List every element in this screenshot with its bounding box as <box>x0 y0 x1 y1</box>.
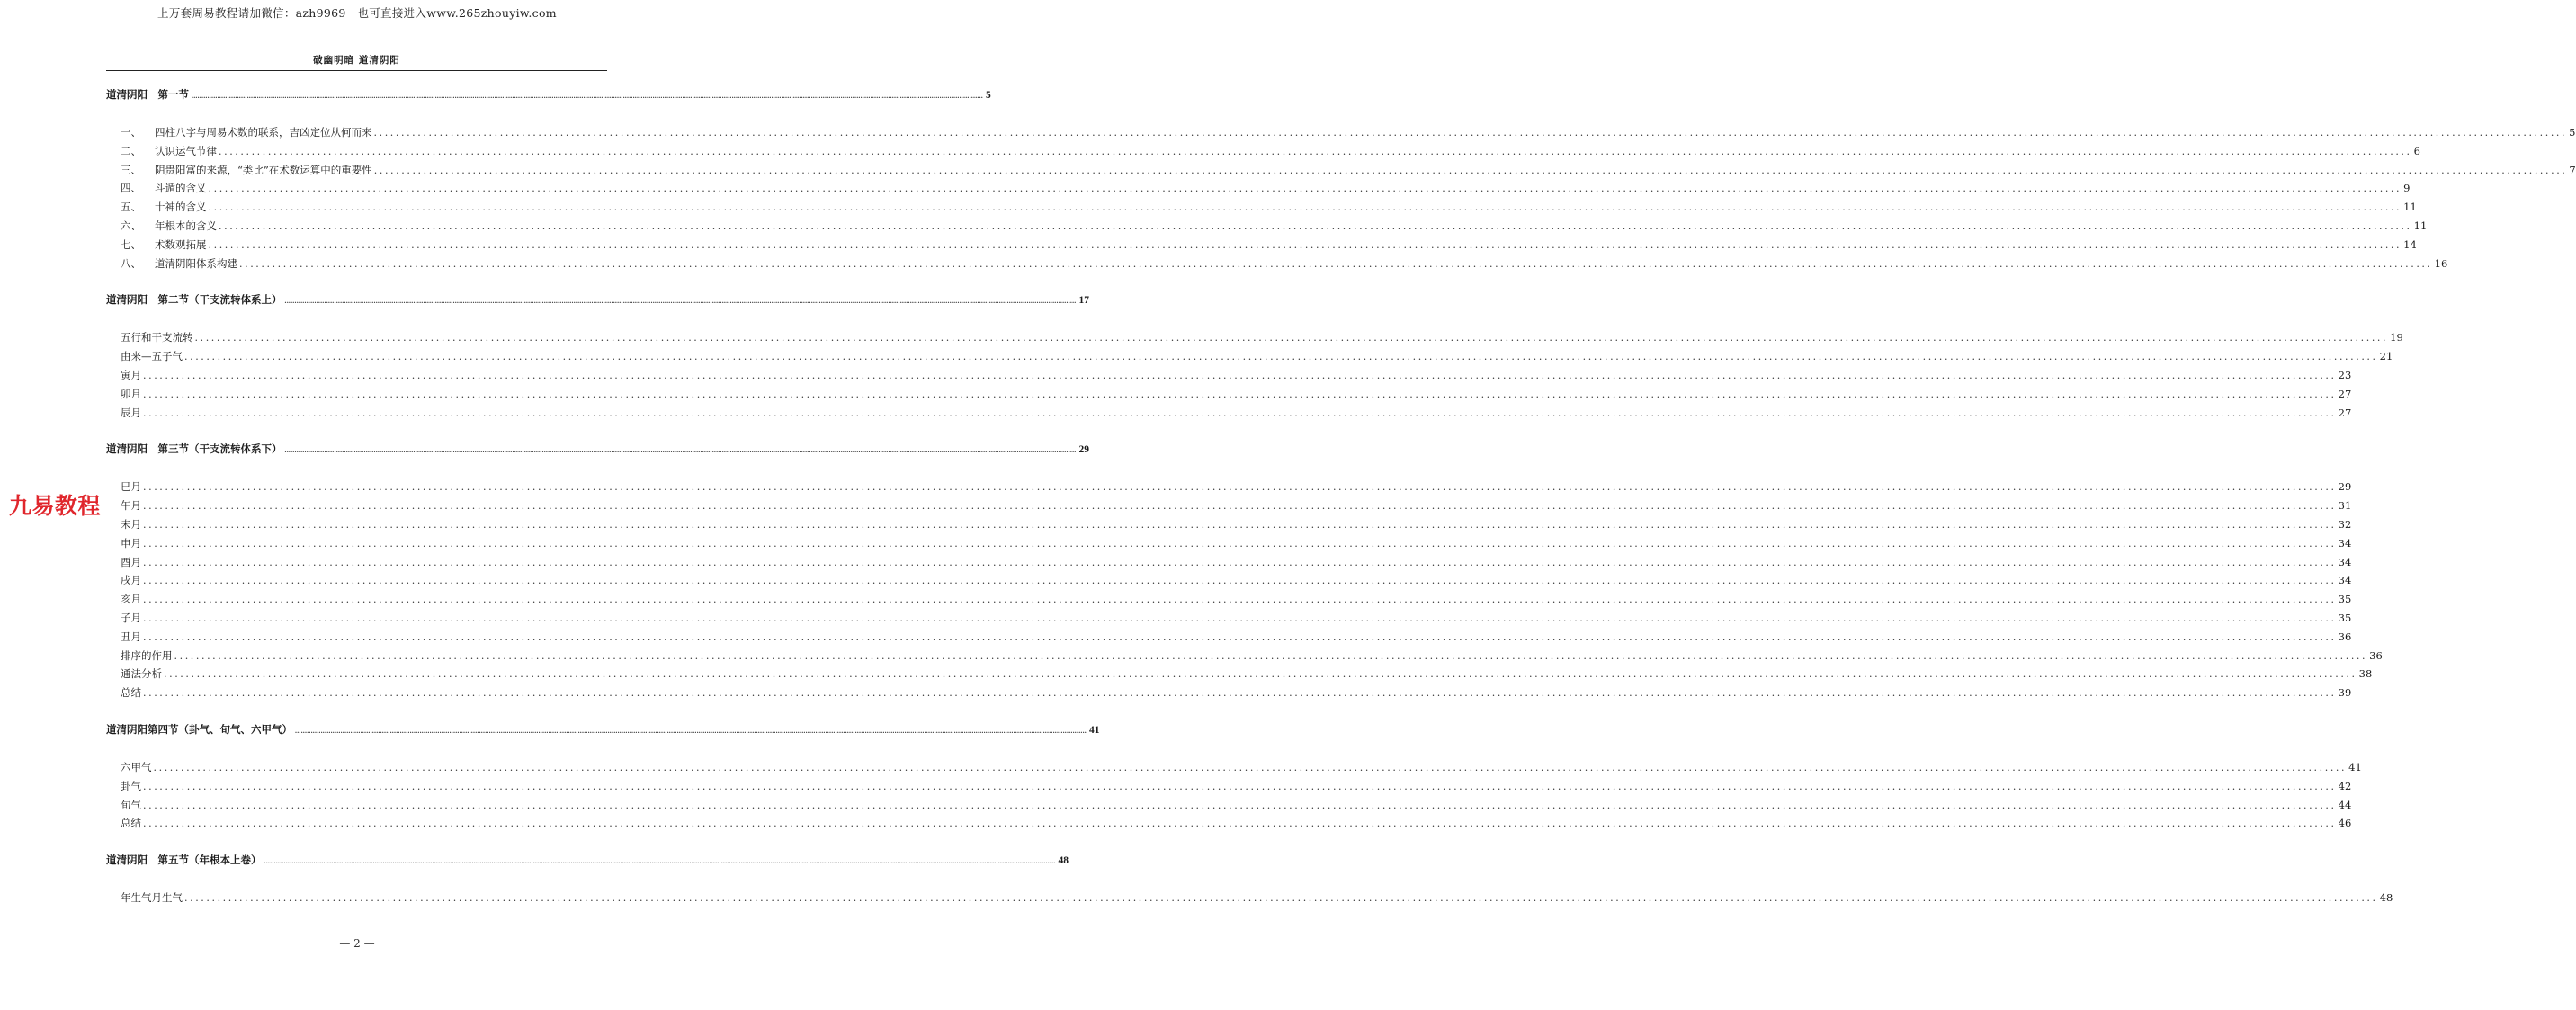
toc-item-page: 36 <box>2369 648 2383 662</box>
toc-leader-dots: ................................................................................................................................................................................................................................................................................................................................................................................................................ <box>284 297 1077 306</box>
toc-item-label: 由来—五子气 <box>121 350 183 363</box>
toc-item-page: 27 <box>2338 387 2352 400</box>
toc-item-label-wrap <box>121 163 372 177</box>
toc-item-label: 寅月 <box>121 368 141 381</box>
toc-item-label-wrap <box>121 349 183 363</box>
toc-item-label: 四柱八字与周易术数的联系，吉凶定位从何而来 <box>155 126 372 139</box>
toc-item-label: 巳月 <box>121 480 141 494</box>
toc-leader-dots: ................................................................................................................................................................................................................................................................................................................................................................................................................ <box>373 127 2568 139</box>
toc-leader-dots: ................................................................................................................................................................................................................................................................................................................................................................................................................ <box>143 780 2337 792</box>
toc-item-entry[interactable] <box>106 666 2373 685</box>
toc-item-label: 辰月 <box>121 406 141 419</box>
toc-leader-dots: ................................................................................................................................................................................................................................................................................................................................................................................................................ <box>219 219 2412 232</box>
toc-leader-dots: ................................................................................................................................................................................................................................................................................................................................................................................................................ <box>208 183 2402 195</box>
toc-leader-dots: ................................................................................................................................................................................................................................................................................................................................................................................................................ <box>143 630 2337 643</box>
running-head: 破幽明暗 道清阴阳 <box>313 55 400 66</box>
toc-item-label-wrap <box>121 798 141 812</box>
toc-item-label: 六甲气 <box>121 760 152 773</box>
toc-item-page: 48 <box>2379 891 2393 905</box>
toc-leader-dots: ................................................................................................................................................................................................................................................................................................................................................................................................................ <box>143 575 2337 587</box>
toc-item-label: 斗遁的含义 <box>155 182 207 195</box>
watermark-logo: 九易教程 <box>9 493 102 519</box>
toc-item-label: 旬气 <box>121 798 141 811</box>
toc-item-entry[interactable] <box>106 779 2352 798</box>
toc-item-page: 16 <box>2434 256 2448 270</box>
toc-section-title: 道清阴阳 第一节 <box>106 90 189 101</box>
toc-section-entry[interactable] <box>106 722 1100 742</box>
toc-leader-dots: ................................................................................................................................................................................................................................................................................................................................................................................................................ <box>143 556 2337 568</box>
toc-item-label-wrap <box>121 517 141 532</box>
toc-item-page: 41 <box>2348 760 2362 773</box>
toc-leader-dots: ................................................................................................................................................................................................................................................................................................................................................................................................................ <box>192 92 983 100</box>
toc-item-label-wrap <box>121 219 217 233</box>
toc-leader-dots: ................................................................................................................................................................................................................................................................................................................................................................................................................ <box>143 407 2337 419</box>
toc-item-page: 11 <box>2413 219 2428 232</box>
toc-item-label: 道清阴阳体系构建 <box>155 256 237 270</box>
toc-item-label: 十神的含义 <box>155 201 207 214</box>
toc-item-label: 丑月 <box>121 630 141 643</box>
toc-item-page: 14 <box>2403 237 2417 251</box>
toc-item-number: 八、 <box>121 256 141 270</box>
toc-item-entry[interactable] <box>106 125 2576 144</box>
toc-leader-dots: ................................................................................................................................................................................................................................................................................................................................................................................................................ <box>184 892 2378 905</box>
toc-item-label-wrap <box>121 592 141 606</box>
toc-item-label: 认识运气节律 <box>155 144 217 157</box>
toc-leader-dots: ................................................................................................................................................................................................................................................................................................................................................................................................................ <box>239 257 2433 270</box>
toc-item-label-wrap <box>121 200 207 214</box>
toc-item-page: 21 <box>2379 350 2393 363</box>
toc-item-label: 申月 <box>121 536 141 550</box>
toc-item-page: 34 <box>2338 574 2352 587</box>
toc-item-page: 32 <box>2338 517 2352 531</box>
toc-item-entry[interactable] <box>106 760 2362 779</box>
toc-item-label: 总结 <box>121 817 141 830</box>
toc-item-entry[interactable] <box>106 573 2352 592</box>
toc-item-number: 五、 <box>121 201 141 214</box>
toc-item-page: 9 <box>2403 182 2411 195</box>
toc-section-page: 17 <box>1078 295 1089 307</box>
toc-item-label: 未月 <box>121 517 141 531</box>
toc-item-label-wrap <box>121 611 141 625</box>
toc-item-entry[interactable] <box>106 163 2576 182</box>
toc-item-label: 卦气 <box>121 779 141 792</box>
toc-item-entry[interactable] <box>106 498 2352 517</box>
toc-item-number: 四、 <box>121 182 141 195</box>
toc-item-page: 34 <box>2338 536 2352 550</box>
toc-item-label: 子月 <box>121 611 141 624</box>
toc-section-page: 48 <box>1058 855 1069 867</box>
toc-item-label-wrap <box>121 498 141 513</box>
toc-item-entry[interactable] <box>106 630 2352 648</box>
toc-item-entry[interactable] <box>106 592 2352 611</box>
toc-item-label-wrap <box>121 536 141 550</box>
toc-item-page: 11 <box>2403 201 2417 214</box>
toc-item-label-wrap <box>121 816 141 830</box>
toc-leader-dots: ................................................................................................................................................................................................................................................................................................................................................................................................................ <box>143 687 2337 700</box>
toc-item-entry[interactable] <box>106 144 2420 163</box>
toc-leader-dots: ................................................................................................................................................................................................................................................................................................................................................................................................................ <box>143 818 2337 830</box>
toc-section-entry[interactable] <box>106 292 1089 312</box>
toc-item-label: 术数观拓展 <box>155 237 207 251</box>
toc-item-number: 三、 <box>121 163 141 176</box>
toc-item-page: 36 <box>2338 630 2352 643</box>
toc-item-label: 酉月 <box>121 555 141 568</box>
toc-item-label-wrap <box>121 779 141 793</box>
toc-item-label-wrap <box>121 330 193 344</box>
toc-section-page: 41 <box>1089 724 1100 736</box>
promo-banner: 上万套周易教程请加微信：azh9969 也可直接进入www.265zhouyiw.com <box>157 6 557 20</box>
toc-item-entry[interactable] <box>106 219 2428 237</box>
toc-section-title: 道清阴阳 第五节（年根本上卷） <box>106 855 262 867</box>
toc-item-entry[interactable] <box>106 387 2352 406</box>
toc-item-page: 35 <box>2338 593 2352 606</box>
toc-leader-dots: ................................................................................................................................................................................................................................................................................................................................................................................................................ <box>143 388 2337 400</box>
toc-item-entry[interactable] <box>106 349 2393 368</box>
toc-item-entry[interactable] <box>106 368 2352 387</box>
toc-item-page: 7 <box>2569 163 2576 176</box>
toc-leader-dots: ................................................................................................................................................................................................................................................................................................................................................................................................................ <box>284 446 1077 455</box>
toc-section-title: 道清阴阳 第三节（干支流转体系下） <box>106 444 282 456</box>
toc-item-label-wrap <box>121 237 207 252</box>
toc-item-page: 6 <box>2413 144 2420 157</box>
toc-section-title: 道清阴阳 第二节（干支流转体系上） <box>106 295 282 307</box>
toc-item-label: 年根本的含义 <box>155 219 217 232</box>
toc-item-label-wrap <box>121 666 162 681</box>
toc-leader-dots: ................................................................................................................................................................................................................................................................................................................................................................................................................ <box>143 481 2337 494</box>
toc-section-page: 5 <box>986 90 991 101</box>
toc-item-label: 午月 <box>121 499 141 513</box>
toc-item-entry[interactable] <box>106 256 2448 275</box>
toc-item-label-wrap <box>121 387 141 401</box>
toc-item-label-wrap <box>121 125 372 139</box>
toc-item-label-wrap <box>121 144 217 158</box>
toc-leader-dots: ................................................................................................................................................................................................................................................................................................................................................................................................................ <box>208 238 2402 251</box>
toc-item-entry[interactable] <box>106 406 2352 425</box>
toc-leader-dots: ................................................................................................................................................................................................................................................................................................................................................................................................................ <box>373 164 2568 176</box>
toc-item-label: 卯月 <box>121 387 141 400</box>
toc-item-page: 35 <box>2338 611 2352 624</box>
toc-item-page: 34 <box>2338 555 2352 568</box>
toc-item-label: 排序的作用 <box>121 648 173 662</box>
toc-item-page: 42 <box>2338 779 2352 792</box>
toc-item-page: 29 <box>2338 480 2352 494</box>
toc-item-page: 23 <box>2338 368 2352 381</box>
toc-item-page: 38 <box>2358 667 2373 681</box>
toc-item-number: 一、 <box>121 126 141 139</box>
toc-item-entry[interactable] <box>106 200 2417 219</box>
toc-item-number: 二、 <box>121 144 141 157</box>
toc-item-entry[interactable] <box>106 181 2411 200</box>
toc-item-label-wrap <box>121 648 173 663</box>
toc-item-entry[interactable] <box>106 479 2352 498</box>
toc-section-entry[interactable] <box>106 87 991 107</box>
toc-item-label-wrap <box>121 555 141 569</box>
toc-section-entry[interactable] <box>106 442 1089 461</box>
toc-leader-dots: ................................................................................................................................................................................................................................................................................................................................................................................................................ <box>143 369 2337 381</box>
toc-item-label: 戌月 <box>121 574 141 587</box>
toc-item-label-wrap <box>121 256 237 271</box>
toc-item-label-wrap <box>121 406 141 420</box>
toc-leader-dots: ................................................................................................................................................................................................................................................................................................................................................................................................................ <box>208 201 2402 214</box>
toc-leader-dots: ................................................................................................................................................................................................................................................................................................................................................................................................................ <box>219 145 2412 157</box>
toc-leader-dots: ................................................................................................................................................................................................................................................................................................................................................................................................................ <box>194 332 2389 344</box>
header-rule <box>106 70 607 71</box>
toc-item-entry[interactable] <box>106 816 2352 835</box>
toc-item-label-wrap <box>121 181 207 195</box>
toc-item-number: 六、 <box>121 219 141 232</box>
toc-item-label: 五行和干支流转 <box>121 331 193 344</box>
toc-leader-dots: ................................................................................................................................................................................................................................................................................................................................................................................................................ <box>174 649 2368 662</box>
toc-item-label-wrap <box>121 760 152 774</box>
toc-item-label-wrap <box>121 685 141 700</box>
toc-item-label: 总结 <box>121 686 141 700</box>
toc-item-entry[interactable] <box>106 685 2352 704</box>
toc-leader-dots: ................................................................................................................................................................................................................................................................................................................................................................................................................ <box>143 500 2337 513</box>
toc-leader-dots: ................................................................................................................................................................................................................................................................................................................................................................................................................ <box>143 518 2337 531</box>
toc-section-title: 道清阴阳第四节（卦气、旬气、六甲气） <box>106 724 292 736</box>
toc-item-entry[interactable] <box>106 555 2352 574</box>
page-number: — 2 — <box>339 937 375 950</box>
toc-item-label: 年生气月生气 <box>121 891 183 905</box>
toc-item-label-wrap <box>121 368 141 382</box>
toc-leader-dots: ................................................................................................................................................................................................................................................................................................................................................................................................................ <box>164 668 2357 681</box>
toc-item-label: 通法分析 <box>121 667 162 681</box>
toc-leader-dots: ................................................................................................................................................................................................................................................................................................................................................................................................................ <box>184 351 2378 363</box>
toc-item-entry[interactable] <box>106 611 2352 630</box>
toc-leader-dots: ................................................................................................................................................................................................................................................................................................................................................................................................................ <box>295 726 1087 735</box>
toc-item-label: 亥月 <box>121 593 141 606</box>
toc-item-page: 27 <box>2338 406 2352 419</box>
toc-item-entry[interactable] <box>106 798 2352 817</box>
toc-section-page: 29 <box>1078 444 1089 456</box>
toc-item-label-wrap <box>121 890 183 905</box>
toc-section-entry[interactable] <box>106 853 1069 872</box>
toc-item-entry[interactable] <box>106 536 2352 555</box>
toc-leader-dots: ................................................................................................................................................................................................................................................................................................................................................................................................................ <box>143 799 2337 811</box>
toc-item-page: 19 <box>2390 331 2403 344</box>
toc-item-label: 阴贵阳富的来源，“类比”在术数运算中的重要性 <box>155 163 372 176</box>
toc-leader-dots: ................................................................................................................................................................................................................................................................................................................................................................................................................ <box>143 537 2337 550</box>
toc-item-number: 七、 <box>121 237 141 251</box>
toc-item-page: 39 <box>2338 686 2352 700</box>
toc-leader-dots: ................................................................................................................................................................................................................................................................................................................................................................................................................ <box>153 761 2348 773</box>
toc-item-label-wrap <box>121 630 141 644</box>
toc-item-entry[interactable] <box>106 648 2383 667</box>
toc-item-entry[interactable] <box>106 330 2403 349</box>
toc-leader-dots: ................................................................................................................................................................................................................................................................................................................................................................................................................ <box>143 594 2337 606</box>
toc-leader-dots: ................................................................................................................................................................................................................................................................................................................................................................................................................ <box>264 857 1056 866</box>
toc-item-page: 46 <box>2338 817 2352 830</box>
toc-item-page: 44 <box>2338 798 2352 811</box>
toc-item-page: 5 <box>2569 126 2576 139</box>
toc-item-page: 31 <box>2338 499 2352 513</box>
toc-item-entry[interactable] <box>106 237 2417 256</box>
toc-item-label-wrap <box>121 479 141 494</box>
table-of-contents <box>106 87 2576 927</box>
toc-item-entry[interactable] <box>106 890 2393 909</box>
toc-leader-dots: ................................................................................................................................................................................................................................................................................................................................................................................................................ <box>143 612 2337 624</box>
toc-item-entry[interactable] <box>106 517 2352 536</box>
toc-item-label-wrap <box>121 573 141 587</box>
